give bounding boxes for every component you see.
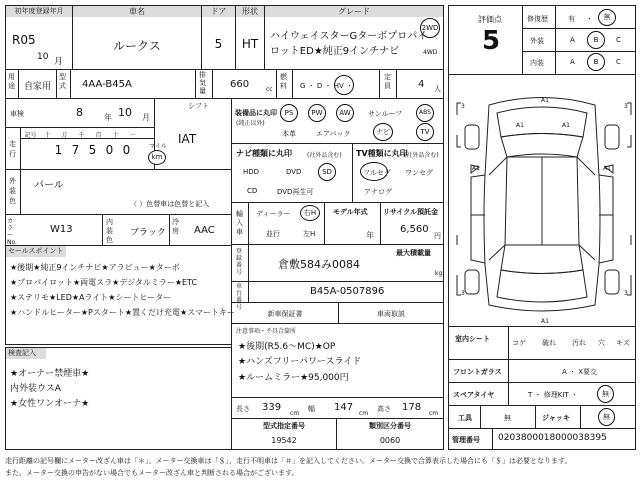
inspection-year-unit: 年 [104,113,112,122]
width-unit: cm [359,410,369,417]
glass-label: フロントガラス [453,368,502,376]
grade-line1: ハイウェイスターGターボプロパイ [270,31,428,42]
shift-label: シフト [188,102,209,110]
tv-note: (社外品含む) [404,152,439,159]
score: 5 [482,26,501,56]
diagram-a1-left-door: A1 [472,165,480,172]
pw-icon: PW [308,104,326,122]
seat-option-3: 穴 [598,339,605,347]
manual: 車両取説 [377,310,405,318]
type-no: 19542 [271,436,297,445]
tv-oneseg: ワンセグ [405,169,433,177]
notes-label: 注意事項・不具合箇所 [236,328,297,335]
height: 178 [402,402,422,413]
seat-label: 室内シート [455,335,490,343]
drive-2wd-circled: 2WD [420,18,440,38]
doors-label: ドア [202,6,235,17]
ac-label: 冷房 [172,218,179,235]
nav-cd: CD [247,187,258,195]
right-hand-circled: 右H [300,205,320,221]
equipment-label: 装備品に丸印 [235,109,277,117]
repair-dot: ・ [586,15,593,23]
mileage-head-0: 記号 [24,132,37,139]
registration-number: 倉敷584み0084 [278,258,360,271]
max-load-label: 最大積載量 [396,249,431,257]
chassis-label: 車台番号 [236,283,243,311]
mileage-digit-3: 5 [88,143,97,157]
sales-line-4: ★ハンドルヒーター★Pスタート★置くだけ充電★スマートキー [10,308,236,317]
width-label: 幅 [308,405,315,413]
interior-label: 内装色 [106,218,113,244]
repair-yes: 有 [568,15,575,23]
nav-dvd: DVD [286,168,302,176]
max-load-unit: kg [435,270,443,277]
footer-line-1: 走行距離の記号欄にメーター改ざん車は「＊」、メーター交換車は「＄」、走行不明車は「＃」を記入してください。メーター交換で合算表示した場合にも「＄」は必要となります。 [5,457,572,465]
diagram-a1-bottom: A1 [541,318,549,325]
recycle-label: リサイクル預託金 [383,208,439,216]
mileage-label: 走行 [9,140,16,158]
sales-line-2: ★プロパイロット★両電スラ★デジタルミラー★ETC [10,278,198,287]
class-no-label: 類別区分番号 [369,422,411,430]
tv-analog: アナログ [364,188,392,196]
bracket-3-br: 3 [624,290,628,297]
grade-label: グレード [265,6,443,17]
diagram-a1-side-right: A1 [562,122,570,129]
capacity-label: 定員 [384,73,391,90]
interior-color: ブラック [130,228,166,238]
cc-unit: cc [266,86,273,93]
aw-icon: AW [336,104,354,122]
parallel: 並行 [266,230,280,238]
tool-value: 無 [504,414,511,422]
ext-label: 外装 [530,37,544,45]
footer-line-2: また、メーター交換の申告がない場合でもメーター改ざん車と判断される場合がございます。 [5,469,299,477]
color-no: W13 [50,224,73,235]
height-unit: cm [429,410,439,417]
length-unit: cm [290,410,300,417]
first-reg-era: R05 [12,33,36,47]
abs-icon: ABS [416,104,434,122]
month-unit: 月 [54,57,64,67]
exterior-label: 外装色 [9,177,16,205]
spare-label: スペアタイヤ [453,391,495,399]
nav-title: ナビ種類に丸印 [236,149,292,158]
sunroof: サンルーフ [368,110,403,118]
capacity-unit: 人 [434,85,441,93]
seat-option-4: キズ [616,339,630,347]
exterior-color: パール [34,180,64,191]
length: 339 [262,402,282,413]
first-reg-month: 10 [37,52,49,62]
car-diagram [449,75,635,326]
fuel-hv-circle [334,75,354,95]
type-no-label: 型式指定番号 [263,422,305,430]
registration-label: 登録番号 [236,248,243,276]
inspection-month-unit: 月 [142,113,150,122]
mileage-head-5: 十 [112,132,119,139]
diagram-a1-top: A1 [541,97,549,104]
inspector-line-2: 内外装ウスA [10,384,61,394]
width: 147 [334,402,354,413]
nav-hdd: HDD [243,168,260,176]
type-label: 型式 [59,73,66,90]
recycle: 6,560 [400,224,429,235]
model-name-label: 車名 [73,6,201,17]
nav-note: (社外品含む) [307,152,342,159]
bracket-3-bl: 3 [461,290,465,297]
first-reg-label: 初年度登録年月 [6,6,72,17]
navi-icon: ナビ [373,123,393,141]
int-grade-c: C [616,58,621,66]
import-label: 輸入車 [236,210,243,236]
mileage-head-3: 千 [78,132,85,139]
ps-icon: PS [280,104,298,122]
ext-grade-a: A [570,36,575,44]
bracket-3-tr: 3 [624,103,628,110]
diagram-a1-side-left: A1 [516,122,524,129]
use: 自家用 [24,82,52,92]
displacement: 660 [230,79,250,90]
model-year-label: モデル年式 [333,208,368,216]
shift: IAT [178,132,197,146]
mgmt-label: 管理番号 [452,436,480,444]
glass-options: A ・ X要交 [562,368,598,376]
ext-grade-c: C [616,36,621,44]
seat-option-0: コゲ [512,339,526,347]
jack-label: ジャッキ [542,414,570,422]
notes-line-2: ★ハンズフリーパワースライド [238,357,362,367]
inspection-month: 10 [118,106,132,119]
jack-none-circled: 無 [598,408,615,426]
seat-option-2: 汚れ [572,339,586,347]
seat-option-1: 破れ [542,339,556,347]
class-no: 0060 [379,436,401,445]
repair-no-circled: 無 [598,9,616,26]
nav-sd-circled: SD [318,163,336,181]
mgmt-number: 0203800018000038395 [498,433,607,443]
length-label: 長さ [236,405,250,413]
mileage-digit-4: 0 [105,143,114,157]
spare-options: T ・ 修理KIT ・ [528,391,578,399]
tv-title: TV種類に丸印 [356,149,408,158]
int-label: 内装 [530,59,544,67]
mileage-head-6: 一 [129,132,136,139]
shape-label: 形状 [236,6,264,17]
ext-grade-b-circled: B [587,31,605,49]
height-label: 高さ [377,405,391,413]
ac: AAC [194,225,215,236]
tool-label: 工具 [458,414,472,422]
mileage-head-2: 万 [61,132,68,139]
dealer: ディーラー [256,210,291,218]
inspector-line-3: ★女性ワンオーナ★ [10,399,90,409]
mileage-digit-1: 1 [54,143,63,157]
notes-line-3: ★ルームミラー★95,000円 [238,373,349,383]
tv-icon: TV [416,123,434,141]
grade-line2: ロットED★純正9インチナビ [270,46,400,57]
left-hand: 左H [303,230,316,238]
inspection-label: 車検 [10,110,24,118]
mile-label: マイル [149,143,167,150]
sales-line-3: ★ステリモ★LED★Aライト★シートヒーター [10,293,172,302]
chassis-number: B45A-0507896 [310,286,385,297]
score-label: 評価点 [478,15,502,24]
model-year-unit: 年 [366,231,374,240]
int-grade-b-circled: B [587,53,605,71]
doors: 5 [214,37,223,51]
sales-line-1: ★後期★純正9インチナビ★アラビュー★ターボ [10,263,180,272]
equipment-sub: (純正以外) [236,120,265,127]
recycle-yen: 円 [434,232,441,240]
nav-dvd-play: DVD再生可 [277,188,314,196]
notes-line-1: ★後期(R5.6〜MC)★OP [238,342,336,352]
inspector-line-1: ★オーナー禁煙車★ [10,369,90,379]
warranty: 新車保証書 [267,310,303,318]
bracket-3-tl: 3 [461,103,465,110]
inspector-label: 検査記入 [6,348,46,359]
use-label: 用途 [8,73,15,90]
airbag: エアバック [316,130,351,138]
leather: 本革 [282,130,296,138]
capacity: 4 [418,79,425,90]
tv-fullseg-circle [360,162,388,181]
model-name: ルークス [113,39,161,53]
fuel-options: G ・ D ・ HV ・ [300,82,353,90]
exterior-note: （ ）色替車は色替と記入 [130,200,210,208]
km-circled: km [148,150,166,165]
tv-fullseg: フルセグ [363,169,391,177]
mileage-head-4: 百 [95,132,102,139]
sales-label: セールスポイント [6,246,66,257]
type: 4AA-B45A [82,79,132,90]
repair-label: 修復歴 [527,15,548,23]
diagram-a1-right-door: A1 [603,165,611,172]
spare-none-circled: 無 [597,385,614,403]
inspection-year: 8 [76,106,83,119]
mileage-head-1: 十 [44,132,51,139]
drive-4wd: 4WD [423,49,438,56]
mileage-digit-5: 0 [122,143,131,157]
displacement-label: 排気量 [199,71,206,95]
shape: HT [241,37,259,51]
int-grade-a: A [570,58,575,66]
color-no-label: カラーNo. [7,218,17,246]
fuel-label: 燃料 [280,73,287,90]
mileage-digit-2: 7 [71,143,80,157]
